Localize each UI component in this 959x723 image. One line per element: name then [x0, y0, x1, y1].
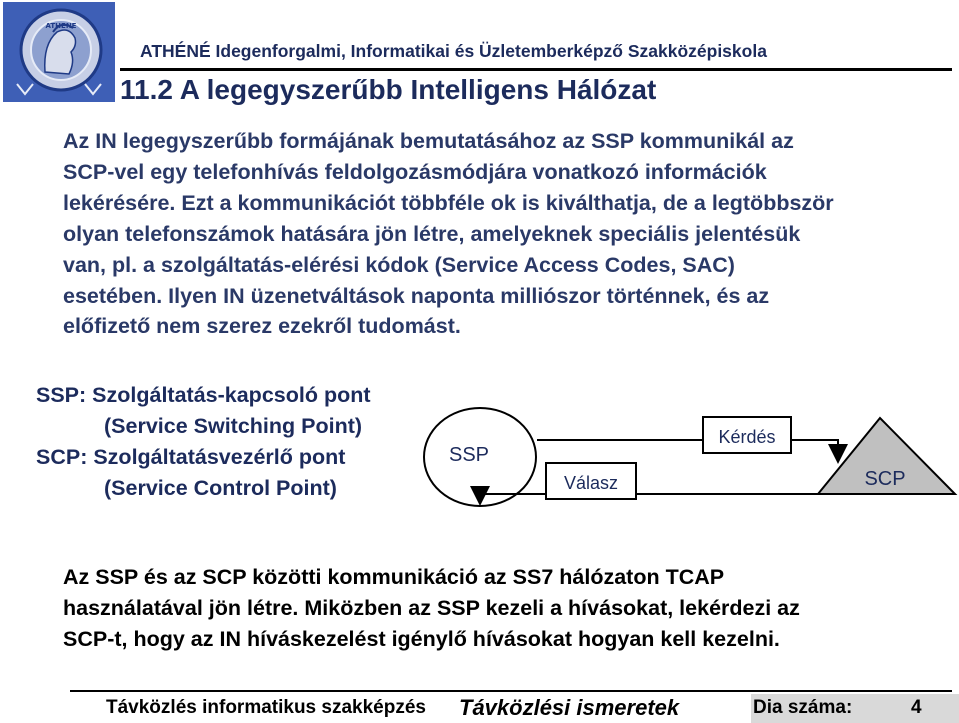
intro-line: SCP-vel egy telefonhívás feldolgozásmódjára vonatkozó információk: [63, 159, 767, 184]
query-label: Kérdés: [718, 427, 776, 447]
intro-line: előfizető nem szerez ezekről tudomást.: [63, 314, 461, 339]
school-name: ATHÉNÉ Idegenforgalmi, Informatikai és Üzletemberképző Szakközépiskola: [140, 41, 767, 61]
intro-line: lekérésére. Ezt a kommunikációt többféle ok is kiválthatja, de a legtöbbször: [63, 190, 834, 215]
intro-line: Az IN legegyszerűbb formájának bemutatásához az SSP kommunikál az: [63, 129, 794, 153]
school-logo: [3, 2, 115, 102]
slide-number: 4: [911, 697, 922, 718]
definitions-list: [36, 380, 371, 504]
ssp-scp-diagram: [420, 404, 959, 516]
definition-ssp-english: (Service Switching Point): [104, 413, 363, 438]
slide-number-label: Dia száma:: [753, 697, 853, 718]
summary-paragraph: [63, 562, 955, 655]
footer-course: Távközlés informatikus szakképzés: [106, 697, 426, 718]
summary-line: Az SSP és az SCP közötti kommunikáció az SS7 hálózaton TCAP: [63, 565, 725, 589]
definition-scp-english: (Service Control Point): [104, 475, 337, 500]
intro-paragraph: [63, 126, 955, 342]
definition-ssp: SSP: Szolgáltatás-kapcsoló pont: [36, 383, 371, 407]
query-arrow: [791, 440, 838, 462]
slide-number-box: [751, 694, 959, 723]
logo-text: ATHENE: [45, 22, 77, 30]
footer-divider: [70, 690, 952, 692]
header-divider: [120, 68, 952, 71]
ssp-label: SSP: [448, 444, 490, 466]
intro-line: van, pl. a szolgáltatás-elérési kódok (Service Access Codes, SAC): [63, 252, 735, 277]
summary-line: használatával jön létre. Miközben az SSP kezeli a hívásokat, lekérdezi az: [63, 596, 800, 620]
summary-line: SCP-t, hogy az IN híváskezelést igénylő hívásokat hogyan kell kezelni.: [63, 627, 780, 651]
intro-line: esetében. Ilyen IN üzenetváltások naponta milliószor történnek, és az: [63, 283, 770, 308]
slide-title: 11.2 A legegyszerűbb Intelligens Hálózat: [120, 74, 657, 105]
definition-scp: SCP: Szolgáltatásvezérlő pont: [36, 444, 346, 469]
footer-subject: Távközlési ismeretek: [459, 695, 680, 720]
scp-label: SCP: [864, 468, 906, 490]
intro-line: olyan telefonszámok hatására jön létre, amelyeknek speciális jelentésük: [63, 221, 801, 246]
answer-label: Válasz: [563, 473, 619, 493]
